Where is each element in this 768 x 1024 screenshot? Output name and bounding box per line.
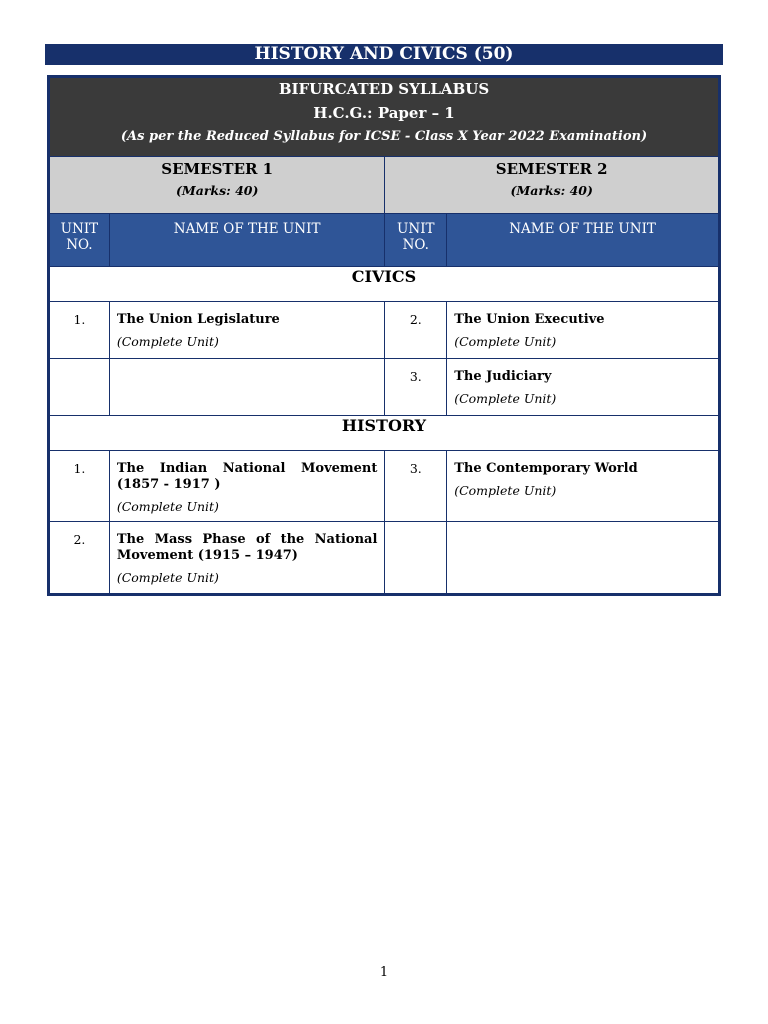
civics-section-row — [49, 267, 720, 302]
unit-number: 1. — [73, 312, 86, 327]
column-header-row — [49, 214, 720, 267]
unit-no-label-2: NO. — [66, 237, 93, 253]
syllabus-header-row — [49, 77, 720, 157]
unit-no-label-2: NO. — [402, 237, 429, 253]
unit-note: (Complete Unit) — [454, 483, 557, 498]
syllabus-heading: BIFURCATED SYLLABUS — [278, 80, 490, 98]
page-number: 1 — [379, 965, 389, 980]
unit-number — [385, 522, 446, 532]
unit-name-header — [447, 214, 720, 267]
table-row — [49, 302, 720, 359]
unit-number — [50, 359, 109, 369]
unit-note: (Complete Unit) — [116, 570, 219, 585]
unit-name: The Judiciary — [454, 369, 552, 384]
table-row — [49, 522, 720, 595]
unit-number: 3. — [409, 369, 422, 384]
unit-note: (Complete Unit) — [116, 499, 219, 514]
unit-name: The Union Legislature — [116, 312, 280, 327]
unit-no-label-1: UNIT — [60, 221, 99, 237]
page-title: HISTORY AND CIVICS (50) — [45, 44, 723, 65]
table-row — [49, 451, 720, 522]
unit-note: (Complete Unit) — [454, 334, 557, 349]
unit-no-label-1: UNIT — [397, 221, 435, 237]
unit-number: 1. — [73, 461, 86, 476]
unit-no-header — [385, 214, 447, 267]
unit-name: The Contemporary World — [454, 461, 638, 476]
unit-name: The Indian National Movement (1857 - 1917 ) — [116, 461, 378, 492]
unit-no-header — [49, 214, 110, 267]
semester-2-header — [385, 157, 720, 214]
unit-number: 3. — [409, 461, 422, 476]
unit-name-header — [109, 214, 385, 267]
syllabus-table — [47, 75, 721, 596]
unit-note: (Complete Unit) — [116, 334, 219, 349]
unit-name: The Mass Phase of the National Movement (1915 – 1947) — [116, 532, 378, 563]
syllabus-note: (As per the Reduced Syllabus for ICSE - Class X Year 2022 Examination) — [120, 129, 648, 144]
syllabus-header — [49, 77, 720, 157]
unit-name-label: NAME OF THE UNIT — [173, 221, 321, 237]
unit-number: 2. — [73, 532, 86, 547]
unit-name-label: NAME OF THE UNIT — [509, 221, 656, 237]
semester-2-marks: (Marks: 40) — [510, 183, 593, 198]
unit-note: (Complete Unit) — [454, 391, 557, 406]
semester-1-header — [49, 157, 385, 214]
unit-name: The Union Executive — [454, 312, 605, 327]
semester-row — [49, 157, 720, 214]
history-section-row — [49, 416, 720, 451]
unit-number: 2. — [409, 312, 422, 327]
table-row — [49, 359, 720, 416]
paper-heading: H.C.G.: Paper – 1 — [313, 104, 455, 122]
semester-2-title: SEMESTER 2 — [495, 160, 608, 178]
civics-section-title: CIVICS — [49, 267, 720, 302]
semester-1-marks: (Marks: 40) — [175, 183, 259, 198]
semester-1-title: SEMESTER 1 — [161, 160, 274, 178]
history-section-title: HISTORY — [49, 416, 720, 451]
